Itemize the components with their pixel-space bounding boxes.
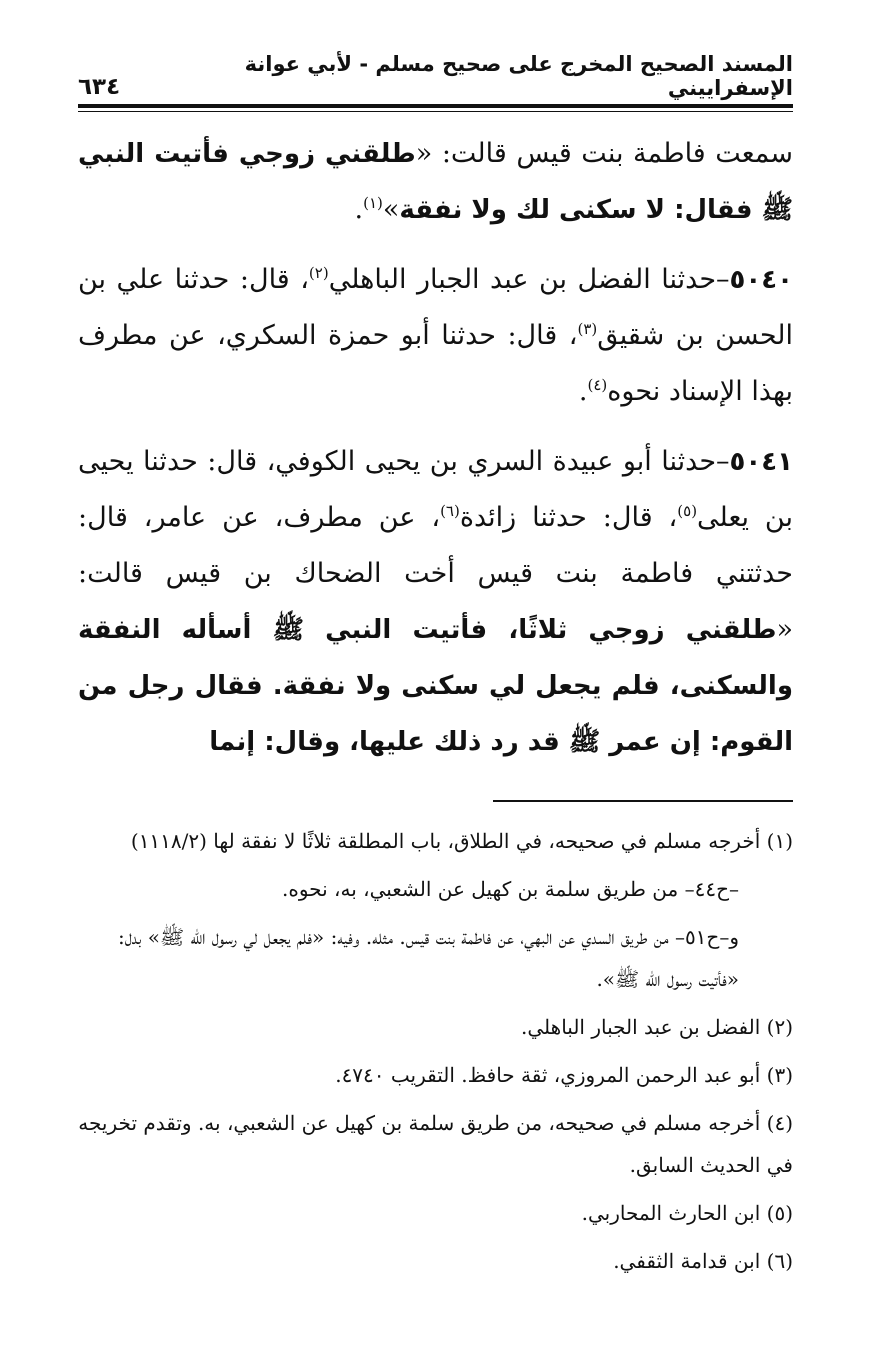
footnote-ref: (١) xyxy=(363,194,383,212)
footnote-ref: (٣) xyxy=(577,320,598,338)
footnote-5: (٥) ابن الحارث المحاربي. xyxy=(581,1201,793,1225)
isnad-text: ، عن مطرف، عن عامر، قال: حدثتني فاطمة بنت قيس أخت الضحاك بن قيس قالت: « xyxy=(78,502,793,645)
footnote-3: (٣) أبو عبد الرحمن المروزي، ثقة حافظ. التقريب ٤٧٤٠. xyxy=(335,1063,793,1087)
footnote-ref: (٥) xyxy=(677,502,698,520)
hadith-number: ٥٠٤٠ xyxy=(729,265,794,295)
header-rule-thick xyxy=(78,104,793,108)
footnote-2: (٢) الفضل بن عبد الجبار الباهلي. xyxy=(521,1015,793,1039)
footnote-ref: (٢) xyxy=(308,264,329,282)
footnote-ref: (٤) xyxy=(587,376,608,394)
isnad-text: ، قال: حدثنا أبو حمزة السكري، عن مطرف بهذا الإسناد نحوه xyxy=(78,320,793,407)
footnote-ref: (٦) xyxy=(440,502,460,520)
footnotes xyxy=(78,820,793,1282)
header-rule-thin xyxy=(78,111,793,112)
document-page xyxy=(78,52,794,1288)
hadith-5041 xyxy=(78,434,793,770)
footnote-1: (١) أخرجه مسلم في صحيحه، في الطلاق، باب المطلقة ثلاثًا لا نفقة لها (١١١٨/٢) xyxy=(130,829,793,853)
isnad-text: –حدثنا الفضل بن عبد الجبار الباهلي xyxy=(328,264,730,295)
hadith-number: ٥٠٤١ xyxy=(729,447,793,477)
footnote-4: (٤) أخرجه مسلم في صحيحه، من طريق سلمة بن كهيل عن الشعبي، به. وتقدم تخريجه في الحديث السابق. xyxy=(78,1111,793,1177)
footnote-1-line-3: و–ح٥١– من طريق السدي عن البهي، عن فاطمة بنت قيس. مثله. وفيه: «فلم يجعل لي رسول الله ﷺ» بدل: «فأتيت رسول الله ﷺ». xyxy=(117,925,739,991)
footnote-6: (٦) ابن قدامة الثقفي. xyxy=(613,1249,793,1273)
quote-close: » xyxy=(382,194,400,225)
isnad-text: ، قال: حدثنا علي بن الحسن بن شقيق xyxy=(78,264,793,351)
quoted-hadith-text: طلقني زوجي ثلاثًا، فأتيت النبي ﷺ أسأله النفقة والسكنى، فلم يجعل لي سكنى ولا نفقة. فقال رجل من القوم: إن عمر ﷺ قد رد ذلك عليها، وقال: إنما xyxy=(78,615,793,757)
hadith-5040 xyxy=(78,252,793,420)
footnote-separator xyxy=(493,800,793,802)
running-title: المسند الصحيح المخرج على صحيح مسلم - لأبي عوانة الإسفراييني xyxy=(244,52,793,100)
paragraph-continuation xyxy=(78,126,793,238)
page-header xyxy=(78,52,793,100)
page-number: ٦٣٤ xyxy=(78,74,121,100)
period: . xyxy=(578,376,588,407)
isnad-text: –حدثنا أبو عبيدة السري بن يحيى الكوفي، قال: حدثنا يحيى بن يعلى xyxy=(78,446,794,533)
footnote-1-line-2: –ح٤٤– من طريق سلمة بن كهيل عن الشعبي، به، نحوه. xyxy=(282,877,739,901)
narration-text: سمعت فاطمة بنت قيس قالت: « xyxy=(415,138,794,169)
main-text xyxy=(78,126,793,770)
quoted-hadith-text: طلقني زوجي فأتيت النبي ﷺ فقال: لا سكنى لك ولا نفقة xyxy=(78,139,793,225)
isnad-text: ، قال: حدثنا زائدة xyxy=(459,502,678,533)
period: . xyxy=(354,194,364,225)
